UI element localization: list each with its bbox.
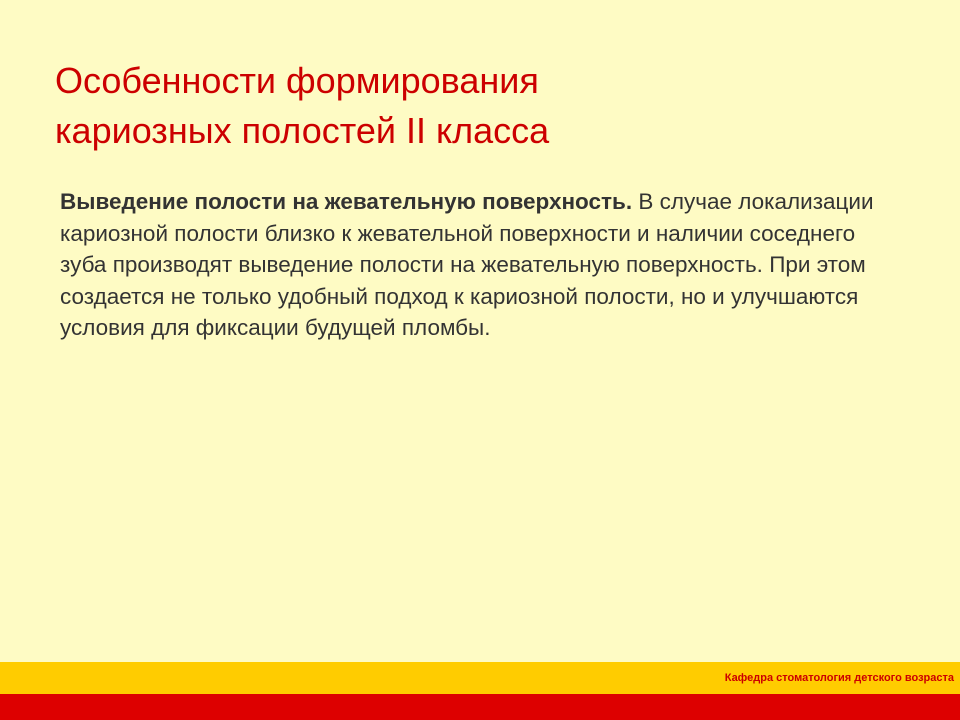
slide-body bbox=[60, 186, 880, 344]
body-lead-text: Выведение полости на жевательную поверхность. bbox=[60, 189, 633, 214]
slide-title-line-2: кариозных полостей II класса bbox=[55, 110, 550, 151]
body-paragraph-text: В случае локализации кариозной полости близко к жевательной поверхности и наличии соседнего зуба производят выведение полости на жевательную поверхность. При этом создается не только удобный подход к кариозной полости, но и улучшаются условия для фиксации будущей пломбы. bbox=[60, 189, 874, 340]
slide-title bbox=[55, 56, 875, 156]
footer-band-red bbox=[0, 694, 960, 720]
slide-title-line-1: Особенности формирования bbox=[55, 60, 539, 101]
footer-department-label: Кафедра стоматология детского возраста bbox=[724, 672, 954, 684]
